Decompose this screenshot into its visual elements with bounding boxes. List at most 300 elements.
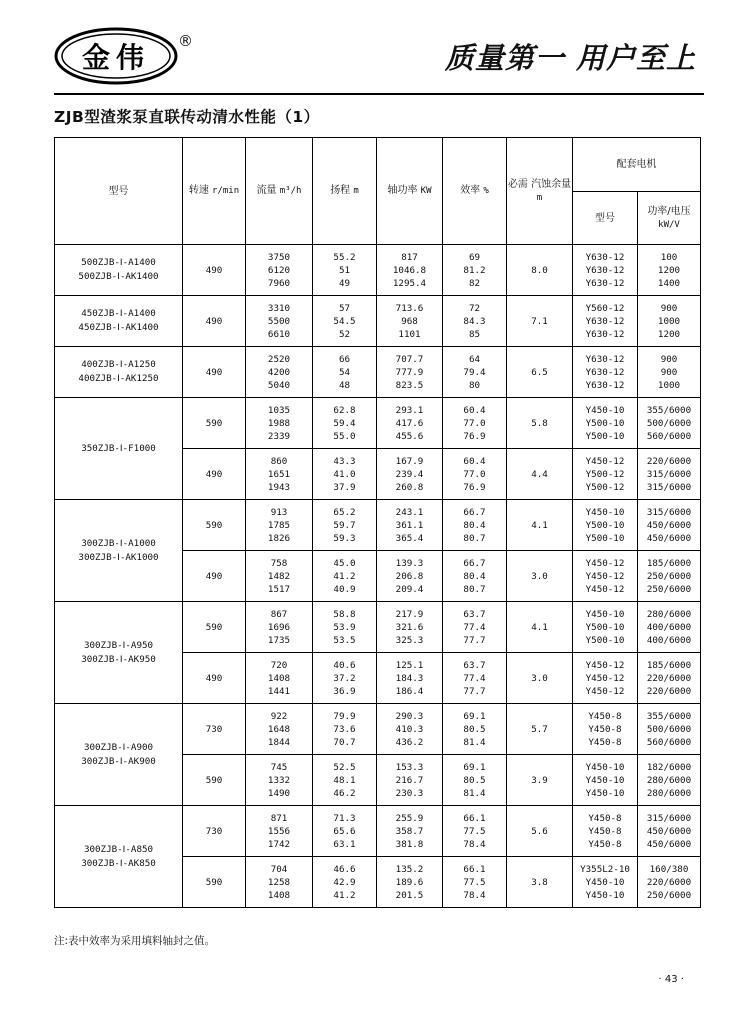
cell-value: 77.0 <box>463 468 486 480</box>
cell-value: Y450-12 <box>585 583 625 595</box>
cell-value: 125.1 <box>395 659 424 671</box>
cell-value: 450/6000 <box>646 519 692 531</box>
cell-value: 777.9 <box>395 366 424 378</box>
cell-value: 922 <box>270 710 288 722</box>
cell-value: 913 <box>270 506 288 518</box>
flow-cell <box>246 857 313 908</box>
cell-value: 70.7 <box>333 736 356 748</box>
efficiency-cell <box>443 500 507 551</box>
flow-cell <box>246 398 313 449</box>
cell-value: 358.7 <box>395 825 424 837</box>
cell-value: Y500-10 <box>585 621 625 633</box>
cell-value: 81.4 <box>463 736 486 748</box>
npsh-cell: 4.4 <box>507 449 573 500</box>
header-motor-power: 功率/电压 kW/V <box>638 192 701 245</box>
cell-value: 1101 <box>398 328 421 340</box>
brand-logo <box>54 26 178 86</box>
cell-value: 355/6000 <box>646 710 692 722</box>
flow-cell <box>246 704 313 755</box>
cell-value: 1735 <box>267 634 291 646</box>
model-name: 300ZJB-Ⅰ-A850 <box>83 843 154 855</box>
cell-value: 1742 <box>267 838 291 850</box>
cell-value: 43.3 <box>333 455 356 467</box>
cell-value: Y500-12 <box>585 468 625 480</box>
cell-value: 1295.4 <box>392 277 427 289</box>
cell-value: 1200 <box>657 328 681 340</box>
model-name: 300ZJB-Ⅰ-AK1000 <box>78 551 159 563</box>
cell-value: 153.3 <box>395 761 424 773</box>
cell-value: Y500-10 <box>585 532 625 544</box>
cell-value: 1785 <box>267 519 291 531</box>
cell-value: 54.5 <box>333 315 356 327</box>
cell-value: 40.6 <box>333 659 356 671</box>
cell-value: 41.0 <box>333 468 356 480</box>
cell-value: 1696 <box>267 621 291 633</box>
model-name: 300ZJB-Ⅰ-A950 <box>83 639 154 651</box>
head-cell <box>313 296 377 347</box>
cell-value: Y630-12 <box>585 277 625 289</box>
shaft-power-cell <box>377 602 443 653</box>
cell-value: 76.9 <box>463 430 486 442</box>
cell-value: 78.4 <box>463 838 486 850</box>
cell-value: 49 <box>338 277 351 289</box>
cell-value: 250/6000 <box>646 889 692 901</box>
cell-value: 220/6000 <box>646 455 692 467</box>
motor-power-cell <box>638 449 701 500</box>
header-efficiency: 效率 % <box>443 138 507 245</box>
cell-value: Y630-12 <box>585 366 625 378</box>
header-head: 扬程 m <box>313 138 377 245</box>
cell-value: 1332 <box>267 774 291 786</box>
cell-value: 417.6 <box>395 417 424 429</box>
cell-value: Y450-10 <box>585 876 625 888</box>
efficiency-cell <box>443 551 507 602</box>
table-row <box>55 500 701 551</box>
cell-value: 60.4 <box>463 404 486 416</box>
model-name: 450ZJB-Ⅰ-AK1400 <box>78 322 159 333</box>
cell-value: 5040 <box>267 379 291 391</box>
section-title: ZJB型渣浆泵直联传动清水性能（1） <box>54 108 320 126</box>
cell-value: 321.6 <box>395 621 424 633</box>
head-cell <box>313 245 377 296</box>
cell-value: 560/6000 <box>646 430 692 442</box>
efficiency-cell <box>443 857 507 908</box>
cell-value: 239.4 <box>395 468 424 480</box>
cell-value: 436.2 <box>395 736 424 748</box>
motor-model-cell <box>573 806 638 857</box>
efficiency-cell <box>443 449 507 500</box>
cell-value: 1200 <box>657 264 681 276</box>
cell-value: 1844 <box>267 736 291 748</box>
cell-value: 60.4 <box>463 455 486 467</box>
model-cell <box>55 602 183 704</box>
cell-value: 135.2 <box>395 863 424 875</box>
cell-value: 46.2 <box>333 787 356 799</box>
cell-value: 42.9 <box>333 876 356 888</box>
cell-value: 2339 <box>267 430 291 442</box>
cell-value: 184.3 <box>395 672 424 684</box>
cell-value: Y450-12 <box>585 659 625 671</box>
cell-value: 65.6 <box>333 825 356 837</box>
flow-cell <box>246 755 313 806</box>
cell-value: 76.9 <box>463 481 486 493</box>
cell-value: 500/6000 <box>646 417 692 429</box>
shaft-power-cell <box>377 653 443 704</box>
table-row <box>55 347 701 398</box>
cell-value: 80.7 <box>463 583 486 595</box>
cell-value: 53.9 <box>333 621 356 633</box>
cell-value: 361.1 <box>395 519 424 531</box>
cell-value: 1988 <box>267 417 291 429</box>
registered-mark: ® <box>178 32 193 50</box>
cell-value: 450/6000 <box>646 838 692 850</box>
motor-power-cell <box>638 296 701 347</box>
cell-value: 280/6000 <box>646 787 692 799</box>
head-cell <box>313 602 377 653</box>
cell-value: Y450-10 <box>585 506 625 518</box>
cell-value: 66.7 <box>463 557 486 569</box>
speed-cell: 490 <box>183 296 246 347</box>
model-name: 300ZJB-Ⅰ-A1000 <box>81 537 156 549</box>
model-name: 400ZJB-Ⅰ-AK1250 <box>78 373 159 384</box>
cell-value: 54 <box>338 366 351 378</box>
cell-value: 77.4 <box>463 621 486 633</box>
cell-value: 79.4 <box>463 366 486 378</box>
table-row <box>55 245 701 296</box>
cell-value: 79.9 <box>333 710 356 722</box>
cell-value: 69.1 <box>463 710 486 722</box>
cell-value: Y450-10 <box>585 608 625 620</box>
cell-value: 81.4 <box>463 787 486 799</box>
flow-cell <box>246 347 313 398</box>
model-cell <box>55 245 183 296</box>
npsh-cell: 3.0 <box>507 551 573 602</box>
npsh-cell: 4.1 <box>507 602 573 653</box>
flow-cell <box>246 806 313 857</box>
cell-value: 66.1 <box>463 863 486 875</box>
efficiency-cell <box>443 806 507 857</box>
cell-value: 59.7 <box>333 519 356 531</box>
cell-value: 900 <box>660 366 678 378</box>
cell-value: Y450-10 <box>585 889 625 901</box>
model-cell <box>55 398 183 500</box>
npsh-cell: 5.7 <box>507 704 573 755</box>
cell-value: 80 <box>468 379 481 391</box>
efficiency-cell <box>443 704 507 755</box>
cell-value: 37.2 <box>333 672 356 684</box>
cell-value: 500/6000 <box>646 723 692 735</box>
cell-value: 48.1 <box>333 774 356 786</box>
speed-cell: 490 <box>183 245 246 296</box>
cell-value: 77.7 <box>463 685 486 697</box>
cell-value: 381.8 <box>395 838 424 850</box>
cell-value: 400/6000 <box>646 621 692 633</box>
cell-value: 7960 <box>267 277 291 289</box>
cell-value: Y450-8 <box>588 825 622 837</box>
efficiency-cell <box>443 296 507 347</box>
cell-value: 4200 <box>267 366 291 378</box>
cell-value: 968 <box>401 315 418 327</box>
cell-value: 216.7 <box>395 774 424 786</box>
cell-value: Y630-12 <box>585 379 625 391</box>
cell-value: 315/6000 <box>646 506 692 518</box>
cell-value: 260.8 <box>395 481 424 493</box>
cell-value: 230.3 <box>395 787 424 799</box>
cell-value: 51 <box>338 264 351 276</box>
speed-cell: 590 <box>183 398 246 449</box>
cell-value: Y450-8 <box>588 710 622 722</box>
cell-value: Y500-10 <box>585 634 625 646</box>
cell-value: 1046.8 <box>392 264 427 276</box>
cell-value: 5500 <box>267 315 291 327</box>
npsh-cell: 5.8 <box>507 398 573 449</box>
head-cell <box>313 653 377 704</box>
head-cell <box>313 500 377 551</box>
cell-value: 280/6000 <box>646 774 692 786</box>
cell-value: 2520 <box>267 353 291 365</box>
cell-value: 82 <box>468 277 481 289</box>
shaft-power-cell <box>377 806 443 857</box>
cell-value: 77.7 <box>463 634 486 646</box>
cell-value: 817 <box>401 251 418 263</box>
cell-value: Y450-8 <box>588 838 622 850</box>
cell-value: 707.7 <box>395 353 424 365</box>
cell-value: 900 <box>660 302 678 314</box>
model-cell <box>55 806 183 908</box>
cell-value: 293.1 <box>395 404 424 416</box>
model-name: 300ZJB-Ⅰ-AK850 <box>81 857 156 869</box>
motor-model-cell <box>573 347 638 398</box>
cell-value: 77.5 <box>463 825 486 837</box>
cell-value: Y500-10 <box>585 519 625 531</box>
cell-value: Y355L2-10 <box>580 863 630 875</box>
motor-model-cell <box>573 449 638 500</box>
cell-value: 315/6000 <box>646 812 692 824</box>
shaft-power-cell <box>377 398 443 449</box>
cell-value: Y630-12 <box>585 328 625 340</box>
npsh-cell: 8.0 <box>507 245 573 296</box>
cell-value: 315/6000 <box>646 468 692 480</box>
cell-value: Y450-8 <box>588 812 622 824</box>
model-name: 300ZJB-Ⅰ-AK950 <box>81 653 156 665</box>
header-npsh: 必需 汽蚀余量 m <box>507 138 573 245</box>
motor-power-cell <box>638 755 701 806</box>
npsh-cell: 3.8 <box>507 857 573 908</box>
cell-value: 860 <box>270 455 288 467</box>
cell-value: 1517 <box>267 583 291 595</box>
cell-value: 45.0 <box>333 557 356 569</box>
cell-value: 1000 <box>657 379 681 391</box>
speed-cell: 490 <box>183 653 246 704</box>
motor-model-cell <box>573 245 638 296</box>
page-number: · 43 · <box>658 974 684 985</box>
motor-power-cell <box>638 245 701 296</box>
cell-value: 1648 <box>267 723 291 735</box>
cell-value: 48 <box>338 379 351 391</box>
speed-cell: 490 <box>183 347 246 398</box>
motor-model-cell <box>573 398 638 449</box>
cell-value: 1000 <box>657 315 681 327</box>
cell-value: 900 <box>660 353 678 365</box>
model-name: 300ZJB-Ⅰ-A900 <box>83 741 154 753</box>
head-cell <box>313 806 377 857</box>
header-shaft-power: 轴功率 KW <box>377 138 443 245</box>
shaft-power-cell <box>377 551 443 602</box>
cell-value: 64 <box>468 353 481 365</box>
cell-value: 55.0 <box>333 430 356 442</box>
flow-cell <box>246 653 313 704</box>
cell-value: 1943 <box>267 481 291 493</box>
cell-value: 1651 <box>267 468 291 480</box>
cell-value: 1400 <box>657 277 681 289</box>
cell-value: 6120 <box>267 264 291 276</box>
cell-value: 36.9 <box>333 685 356 697</box>
head-cell <box>313 347 377 398</box>
cell-value: 450/6000 <box>646 825 692 837</box>
head-cell <box>313 755 377 806</box>
cell-value: Y630-12 <box>585 264 625 276</box>
cell-value: Y450-12 <box>585 672 625 684</box>
cell-value: 325.3 <box>395 634 424 646</box>
model-name: 500ZJB-Ⅰ-AK1400 <box>78 271 159 282</box>
cell-value: 40.9 <box>333 583 356 595</box>
cell-value: 560/6000 <box>646 736 692 748</box>
motor-power-cell <box>638 704 701 755</box>
shaft-power-cell <box>377 755 443 806</box>
cell-value: Y630-12 <box>585 251 625 263</box>
cell-value: Y500-10 <box>585 417 625 429</box>
cell-value: 139.3 <box>395 557 424 569</box>
cell-value: 182/6000 <box>646 761 692 773</box>
motor-power-cell <box>638 551 701 602</box>
cell-value: 52 <box>338 328 351 340</box>
cell-value: Y500-12 <box>585 481 625 493</box>
cell-value: 220/6000 <box>646 672 692 684</box>
cell-value: Y450-12 <box>585 455 625 467</box>
shaft-power-cell <box>377 449 443 500</box>
cell-value: 41.2 <box>333 570 356 582</box>
motor-power-cell <box>638 347 701 398</box>
model-name: 300ZJB-Ⅰ-AK900 <box>81 755 156 767</box>
cell-value: Y450-8 <box>588 736 622 748</box>
slogan: 质量第一 用户至上 <box>444 41 696 75</box>
cell-value: 186.4 <box>395 685 424 697</box>
model-cell <box>55 500 183 602</box>
cell-value: 255.9 <box>395 812 424 824</box>
table-row <box>55 398 701 449</box>
flow-cell <box>246 602 313 653</box>
cell-value: Y450-10 <box>585 774 625 786</box>
cell-value: 6610 <box>267 328 291 340</box>
model-cell <box>55 296 183 347</box>
cell-value: 217.9 <box>395 608 424 620</box>
cell-value: 41.2 <box>333 889 356 901</box>
speed-cell: 730 <box>183 806 246 857</box>
cell-value: Y450-8 <box>588 723 622 735</box>
npsh-cell: 4.1 <box>507 500 573 551</box>
table-row <box>55 602 701 653</box>
npsh-cell: 6.5 <box>507 347 573 398</box>
efficiency-cell <box>443 653 507 704</box>
cell-value: 52.5 <box>333 761 356 773</box>
cell-value: 84.3 <box>463 315 486 327</box>
speed-cell: 730 <box>183 704 246 755</box>
cell-value: 410.3 <box>395 723 424 735</box>
cell-value: 77.0 <box>463 417 486 429</box>
motor-model-cell <box>573 500 638 551</box>
logo-text: 金伟 <box>81 41 151 74</box>
cell-value: 63.7 <box>463 608 486 620</box>
header-motor-model: 型号 <box>573 192 638 245</box>
cell-value: 355/6000 <box>646 404 692 416</box>
shaft-power-cell <box>377 296 443 347</box>
model-name: 400ZJB-Ⅰ-A1250 <box>81 359 156 370</box>
cell-value: 57 <box>338 302 351 314</box>
cell-value: 80.5 <box>463 774 486 786</box>
header-motor-group: 配套电机 <box>573 138 701 192</box>
table-row <box>55 296 701 347</box>
cell-value: 55.2 <box>333 251 356 263</box>
cell-value: 1258 <box>267 876 291 888</box>
head-cell <box>313 857 377 908</box>
cell-value: 201.5 <box>395 889 424 901</box>
cell-value: 185/6000 <box>646 557 692 569</box>
cell-value: Y450-10 <box>585 787 625 799</box>
cell-value: 713.6 <box>395 302 424 314</box>
cell-value: 59.3 <box>333 532 356 544</box>
cell-value: 1826 <box>267 532 291 544</box>
cell-value: 206.8 <box>395 570 424 582</box>
cell-value: 243.1 <box>395 506 424 518</box>
efficiency-cell <box>443 245 507 296</box>
cell-value: 58.8 <box>333 608 356 620</box>
efficiency-cell <box>443 755 507 806</box>
cell-value: 3750 <box>267 251 291 263</box>
cell-value: 63.7 <box>463 659 486 671</box>
performance-table <box>54 137 701 908</box>
cell-value: 77.4 <box>463 672 486 684</box>
cell-value: 81.2 <box>463 264 486 276</box>
cell-value: 73.6 <box>333 723 356 735</box>
cell-value: 46.6 <box>333 863 356 875</box>
cell-value: 315/6000 <box>646 481 692 493</box>
head-cell <box>313 551 377 602</box>
cell-value: 1408 <box>267 889 291 901</box>
motor-power-cell <box>638 806 701 857</box>
cell-value: 167.9 <box>395 455 424 467</box>
cell-value: 745 <box>270 761 288 773</box>
cell-value: 53.5 <box>333 634 356 646</box>
cell-value: Y500-10 <box>585 430 625 442</box>
cell-value: 400/6000 <box>646 634 692 646</box>
cell-value: 66.1 <box>463 812 486 824</box>
motor-model-cell <box>573 704 638 755</box>
flow-cell <box>246 500 313 551</box>
shaft-power-cell <box>377 245 443 296</box>
flow-cell <box>246 245 313 296</box>
motor-model-cell <box>573 296 638 347</box>
cell-value: 80.4 <box>463 519 486 531</box>
cell-value: 209.4 <box>395 583 424 595</box>
speed-cell: 490 <box>183 449 246 500</box>
cell-value: 220/6000 <box>646 685 692 697</box>
flow-cell <box>246 551 313 602</box>
header-speed: 转速 r/min <box>183 138 246 245</box>
cell-value: 290.3 <box>395 710 424 722</box>
speed-cell: 590 <box>183 857 246 908</box>
cell-value: 1035 <box>267 404 291 416</box>
header-rule <box>54 93 704 95</box>
